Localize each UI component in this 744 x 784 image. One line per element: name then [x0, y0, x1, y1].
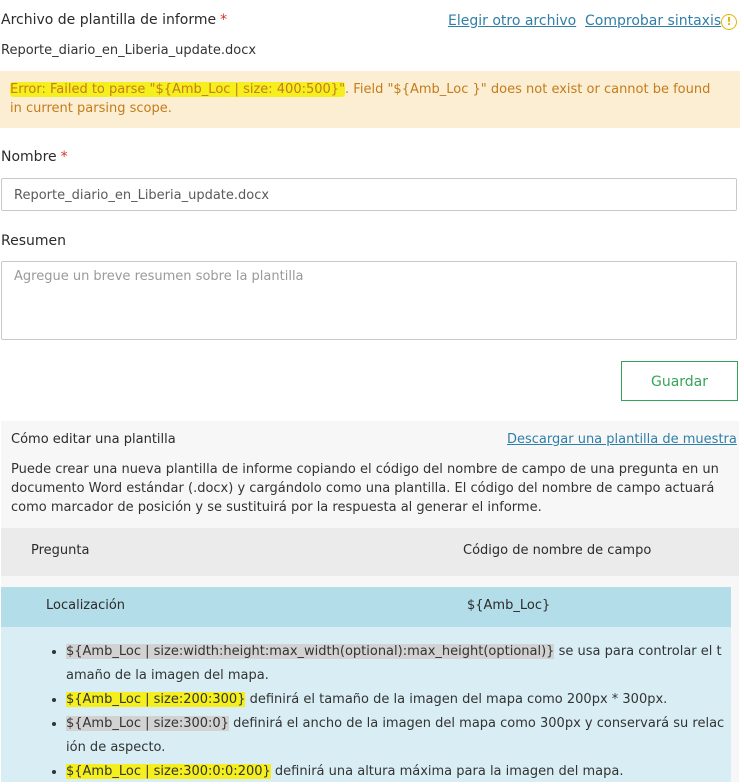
list-item [66, 760, 744, 784]
list-item [66, 688, 744, 712]
rule-text: definirá el tamaño de la imagen del mapa como 200px * 300px. [245, 692, 668, 707]
save-button[interactable]: Guardar [621, 361, 738, 401]
choose-other-file-link[interactable]: Elegir otro archivo [448, 13, 577, 29]
file-name: Reporte_diario_en_Liberia_update.docx [1, 43, 257, 58]
column-header-field-code: Código de nombre de campo [463, 543, 652, 558]
warning-icon: ! [721, 14, 737, 30]
question-cell: Localización [46, 598, 126, 613]
name-label-text: Nombre [1, 149, 57, 165]
check-syntax-link[interactable]: Comprobar sintaxis [585, 13, 722, 29]
rules-list [30, 640, 744, 784]
help-description: Puede crear una nueva plantilla de informe copiando el código del nombre de campo de una pregunta en un documento Word estándar (.docx) y cargándolo como una plantilla. El código del nombre de campo actuará como marcador de posición y se sustituirá por la respuesta al generar el informe. [11, 462, 719, 515]
error-message [10, 80, 720, 118]
download-sample-link[interactable]: Descargar una plantilla de muestra [507, 432, 737, 447]
code-sample: ${Amb_Loc | size:200:300} [66, 692, 246, 707]
name-input[interactable]: Reporte_diario_en_Liberia_update.docx [1, 178, 737, 211]
required-mark: * [60, 149, 68, 165]
rule-text: definirá una altura máxima para la imagen del mapa. [270, 764, 624, 779]
template-file-label-text: Archivo de plantilla de informe [1, 12, 217, 28]
template-file-label [1, 12, 227, 28]
code-sample: ${Amb_Loc | size:300:0} [66, 716, 229, 731]
error-rest: . Field "${Amb_Loc }" does not exist or cannot be found in current parsing scope. [10, 82, 711, 116]
error-highlight: Error: Failed to parse "${Amb_Loc | size: 400:500}" [10, 82, 346, 97]
field-code-cell: ${Amb_Loc} [467, 598, 551, 613]
summary-textarea[interactable]: Agregue un breve resumen sobre la plantilla [1, 261, 737, 340]
summary-label: Resumen [1, 233, 67, 249]
required-mark: * [220, 12, 228, 28]
name-label [1, 149, 68, 165]
column-header-question: Pregunta [31, 543, 90, 558]
code-sample: ${Amb_Loc | size:width:height:max_width(optional):max_height(optional)} [66, 644, 555, 659]
rule-text: se usa para controlar el t amaño de la imagen del mapa. [66, 644, 722, 683]
help-title: Cómo editar una plantilla [11, 432, 176, 447]
list-item [66, 712, 744, 760]
rule-text: definirá el ancho de la imagen del mapa como 300px y conservará su relac ión de aspecto. [66, 716, 725, 755]
list-item [66, 640, 744, 688]
code-sample: ${Amb_Loc | size:300:0:0:200} [66, 764, 271, 779]
